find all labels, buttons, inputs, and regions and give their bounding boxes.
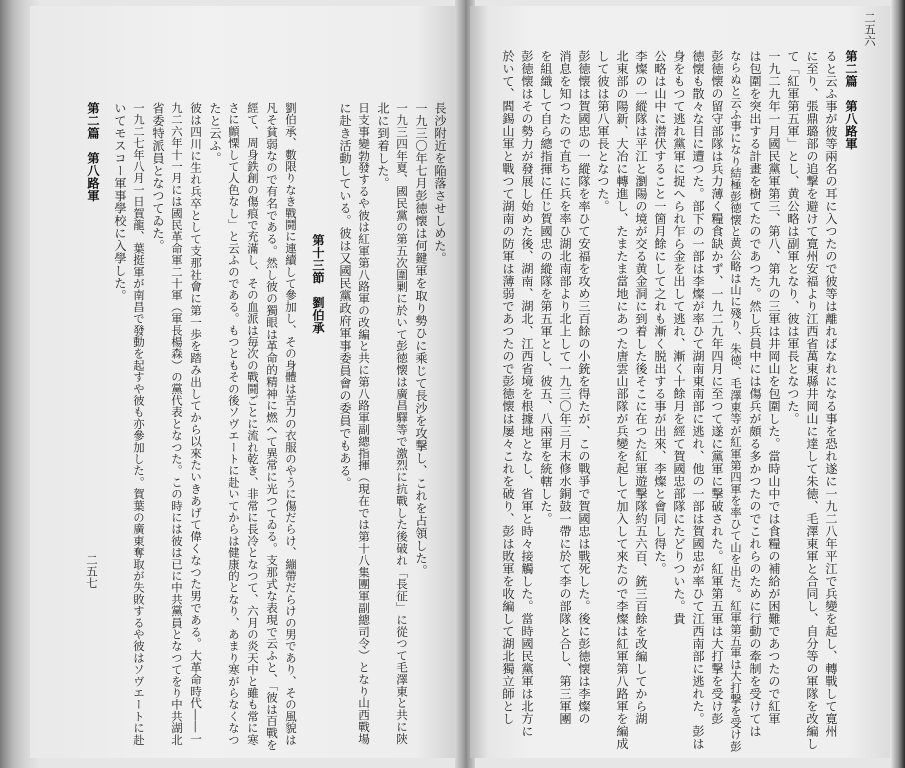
scan-edge <box>891 0 905 768</box>
text-line: 省委特派員となつてゐた。 <box>151 102 165 252</box>
text-line: 彼は四川に生れ兵卒として支那社會に第一歩を踏み出してから以來たいきあげて偉くなつた男である。大革命時代――一 <box>189 102 203 745</box>
right-page <box>470 6 890 758</box>
text-line: 彭徳懐はその勢力が發展し始めた後、湖南、湖北、江西省境を根據地となし、省軍と時々接觸した。當時國民黨軍は北方に <box>520 50 534 738</box>
text-line: ならぬと云ふ事になり結極彭徳懐と黄公略は山に殘り、朱徳、毛澤東等が紅軍第四軍を率ひて山を出た。紅軍第五軍は大打撃を受け彭 <box>729 50 743 752</box>
text-line: を組織して自ら總指揮に任じ賀國忠の縱隊を第五軍とし、彼五、八兩軍を統轄した。 <box>539 50 553 525</box>
text-line: いてモスコー軍事學校に入學した。 <box>113 102 127 302</box>
text-line: 劉伯承、數限りなき戰鬪に連續して參加し、その身體は苦力の衣服のやうに傷だらけ、繃帶だらけの男であり、その風貌は <box>284 102 298 746</box>
page-number: 二五六 <box>863 12 877 47</box>
text-line: 於いて、閻錫山軍と戰つて湖南の防軍は薄弱であつたので彭徳懐は屡々これを破り、彭は敗軍を收編して湖北獨立師とし <box>501 50 515 725</box>
text-line: 一九三四年夏、國民黨の第五次圍剿に於いて彭徳懐は廣昌驛等で激烈に抗戰した後破れ「長征」に從つて毛澤東と共に陝 <box>395 102 409 745</box>
left-page <box>30 6 460 758</box>
text-line: に至り、張鼎璐部の追撃を避けて寛州安福より江西省萬東縣井岡山に達して朱徳、毛澤東軍と合同し、自分等の軍隊を改編し <box>805 50 819 750</box>
text-line: て「紅軍第五軍」とし、黄公略は副軍となり、彼は軍長となつた。 <box>786 50 800 425</box>
text-line: 日支事變勃發するや彼は紅軍第八路軍の改編と共に第八路軍副總指揮（現在では第十八集團軍副總司令）となり山西戰場 <box>357 102 371 745</box>
running-header: 第二篇 第八路軍 <box>844 50 858 150</box>
text-line: たと云ふ。 <box>208 102 222 165</box>
text-line: 經て、周身鉄創の傷痕で充滿し、その血派は毎次の戰鬪ごとに流れ乾き、非常に長冷となつて、六月の炎天中と雖も常に寒 <box>246 102 260 746</box>
text-line: 彭徳懐の留守部隊は兵力薄く糧食缺かず、一九二九年四月に至つて遂に黨軍に撃破された。紅軍第五軍は大打撃を受け彭 <box>710 50 724 725</box>
text-line: ると云ふ事が彼等兩名の耳に入つたので彼等は離ればなれになる事を恐れ遂に一九二八年平江で兵變を起し、轉戰して寛州 <box>824 50 838 738</box>
text-line: 長沙附近を陥落させしめた。 <box>433 102 447 265</box>
text-line: 公略は山中に潜伏すること一箇月餘にして之れも漸く脱出する事が出來、李燦と會同し得た。 <box>653 50 667 575</box>
text-line: 身をもつて逃れ黨軍に捉へられ乍ら金を出して逃れ、漸く十餘月を經て賀國忠部隊にたどりついた。貴 <box>672 50 686 625</box>
page-number: 二五七 <box>85 554 99 589</box>
text-line: 彭徳懐は賀國忠の一縱隊を率ひて安福を攻め三百餘の小銃を得たが、この戰爭で賀國忠は戰死した。後に彭徳懐は李燦の <box>577 50 591 725</box>
text-line: に赴き活動している。彼は又國民黨政府軍事委員會の委員でもある。 <box>338 102 352 490</box>
text-line: 一九三〇年七月彭徳懐は何鍵軍を取り勢ひに乘じて長沙を攻撃し、これを占領した。 <box>414 102 428 577</box>
text-line: 消息を知つたので直ちに兵を率ひ湖北南部より北上して一九三〇年三月末修水銅鼓一帶に於て李の部隊と合し、第三軍團 <box>558 50 572 725</box>
text-line: 一九二七年八月一日賀龍、葉挺軍が南昌で發動を起すや彼も亦參加した。賀葉の廣東奪取が失敗するや彼はソヴエートに赴 <box>132 102 146 746</box>
text-line: 九二六年十一月には國民革命軍二十軍（軍長楊森）の黨代表となつた。この時には彼は已に中共黨員となつてをり中共湖北 <box>170 102 184 746</box>
running-header: 第二篇 第八路軍 <box>86 102 100 202</box>
text-line: して彼は第八軍長となつた。 <box>596 50 610 213</box>
section-title: 第十三節 劉伯承 <box>311 234 325 334</box>
text-line: 凡そ貧弱なので有名である。然し彼の獨眼は革命的精神に燃へて異常に光つてゐる。支那式な表現で云ふと、「彼は百戰を <box>265 102 279 751</box>
text-line: は包圍を突出する計畫を樹てたのであつた。然し兵員中には傷兵が頗る多かつたのでこれらのために行動の牽制を受けては <box>748 50 762 738</box>
text-line: 一九二九年一月國民黨軍第三、第八、第九の三軍は井岡山を包圍した。當時山中では食糧の補給が困難であつたので紅軍 <box>767 50 781 725</box>
text-line: さに顫慄して人色なし」と云ふのである。もつともその後ソヴエートに赴いてからは健康的となり、あまり寒がらなくなつ <box>227 102 241 746</box>
text-line: 北東部の陽新、大冶に轉進し、たまたま當地にあつた唐雲山部隊が兵變を起して加入して來たので李燦は紅軍第八路軍を編成 <box>615 50 629 750</box>
text-line: 北に到着した。 <box>376 102 390 190</box>
text-line: 徳懐も散々な目に遭つた。部下の一部は李燦が率ひて湖南東南部に逃れ、他の一部は賀國忠が率ひて江西南部に逃れた。彭は <box>691 50 705 750</box>
text-line: 李燦の一縱隊は平江と瀏陽の境が交る黄金洞に到着した後そこに在つた紅軍遊撃隊約五六百、銃三百餘を改編してから湖 <box>634 50 648 725</box>
